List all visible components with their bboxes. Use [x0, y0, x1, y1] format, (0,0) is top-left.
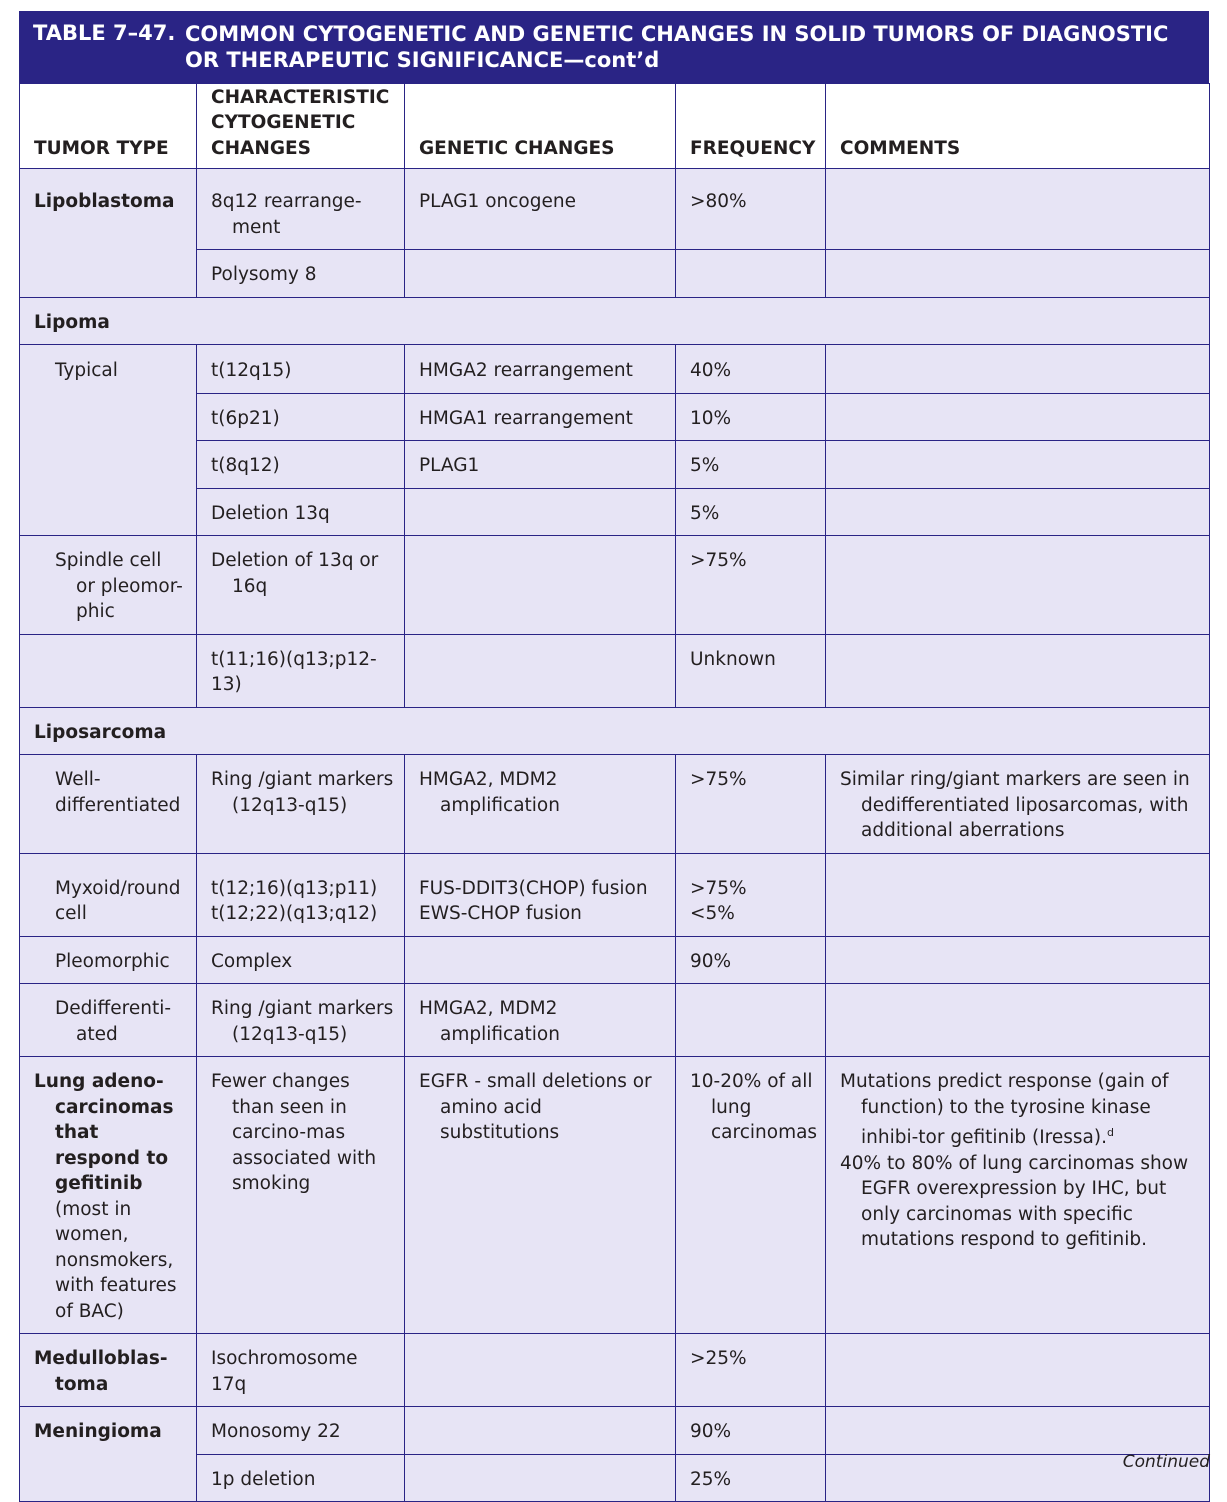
section-heading-lipoma: Lipoma: [20, 297, 1210, 345]
comment-cell: [826, 169, 1210, 250]
frequency-cell: [676, 1057, 826, 1334]
frequency-cell: >75%: [676, 755, 826, 854]
cyto-cell: Deletion 13q: [197, 488, 405, 536]
genetic-text: HMGA2, MDM2 amplification: [419, 769, 560, 816]
table-row: [20, 1334, 1210, 1407]
section-row: [20, 297, 1210, 345]
cyto-cell: t(8q12): [197, 441, 405, 489]
frequency-cell: 25%: [676, 1454, 826, 1502]
comment-text-1: Mutations predict response (gain of function) to the tyrosine kinase inhibi-tor gefitinib (Iressa).: [840, 1071, 1169, 1149]
subtype-cell: Typical: [20, 345, 197, 536]
cyto-cell: t(12q15): [197, 345, 405, 394]
frequency-cell: [676, 984, 826, 1057]
comment-cell: [826, 441, 1210, 489]
cyto-cell: [197, 755, 405, 854]
frequency-cell: 90%: [676, 1407, 826, 1455]
genetic-text: EWS-CHOP fusion: [419, 903, 582, 924]
comment-cell: [826, 936, 1210, 984]
header-genetic-changes: GENETIC CHANGES: [405, 84, 676, 169]
continued-note: Continued: [1122, 1452, 1210, 1472]
frequency-cell: 90%: [676, 936, 826, 984]
subtype-cell: Myxoid/round cell: [20, 853, 197, 936]
table-row: [20, 345, 1210, 394]
genetic-changes-table: [19, 83, 1210, 1502]
frequency-text: 10-20% of all lung carcinomas: [690, 1071, 818, 1143]
cyto-cell: Polysomy 8: [197, 250, 405, 298]
genetic-cell: [405, 488, 676, 536]
table-row: [20, 1407, 1210, 1455]
comment-cell: [826, 345, 1210, 394]
genetic-cell: [405, 755, 676, 854]
cyto-cell: 1p deletion: [197, 1454, 405, 1502]
cyto-cell: [197, 853, 405, 936]
tumor-type-cell: Meningioma: [20, 1407, 197, 1502]
frequency-cell: 5%: [676, 441, 826, 489]
tumor-type-cell: Lipoblastoma: [20, 169, 197, 298]
section-heading-liposarcoma: Liposarcoma: [20, 707, 1210, 755]
frequency-cell: >75%: [676, 536, 826, 635]
comment-cell: [826, 1334, 1210, 1407]
header-cyto-line-1: CHARACTERISTIC: [211, 86, 390, 108]
frequency-cell: 40%: [676, 345, 826, 394]
table-title-line-1: COMMON CYTOGENETIC AND GENETIC CHANGES IN SOLID TUMORS OF DIAGNOSTIC: [185, 22, 1169, 46]
genetic-cell: [405, 853, 676, 936]
genetic-cell: HMGA1 rearrangement: [405, 393, 676, 441]
frequency-text: >75%: [690, 877, 747, 899]
frequency-text: <5%: [690, 903, 735, 924]
cyto-cell: [197, 169, 405, 250]
table-title-line-2: OR THERAPEUTIC SIGNIFICANCE—cont’d: [185, 48, 660, 72]
genetic-cell: PLAG1 oncogene: [405, 169, 676, 250]
comment-cell: [826, 984, 1210, 1057]
genetic-text: HMGA2, MDM2 amplification: [419, 998, 560, 1045]
genetic-text: EGFR - small deletions or amino acid substitutions: [419, 1071, 652, 1143]
table-row: [20, 536, 1210, 635]
frequency-cell: [676, 853, 826, 936]
subtype-cell: Pleomorphic: [20, 936, 197, 984]
comment-cell: [826, 853, 1210, 936]
cyto-cell: t(11;16)(q13;p12-13): [197, 634, 405, 707]
header-comments: COMMENTS: [826, 84, 1210, 169]
cyto-cell: Complex: [197, 936, 405, 984]
comment-cell: [826, 536, 1210, 635]
comment-cell: [826, 755, 1210, 854]
tumor-type-text: [34, 1069, 186, 1324]
subtype-text: Dedifferenti-ated: [55, 998, 172, 1045]
subtype-cell: Well-differentiated: [20, 755, 197, 854]
comment-cell: [826, 634, 1210, 707]
table-row: [20, 755, 1210, 854]
cyto-text: t(12;16)(q13;p11): [211, 877, 378, 899]
genetic-cell: [405, 1057, 676, 1334]
genetic-cell: PLAG1: [405, 441, 676, 489]
genetic-cell: [405, 634, 676, 707]
cyto-text: t(12;22)(q13;q12): [211, 903, 378, 924]
footnote-marker: d: [1106, 1126, 1114, 1139]
table-row: [20, 393, 1210, 441]
comment-text: [840, 1069, 1199, 1151]
subtype-cell: [20, 536, 197, 635]
header-cytogenetic-changes: [197, 84, 405, 169]
table-row: [20, 853, 1210, 936]
genetic-cell: [405, 536, 676, 635]
comment-cell: [826, 1407, 1210, 1455]
table-row: [20, 441, 1210, 489]
table-row: [20, 488, 1210, 536]
table-row: [20, 936, 1210, 984]
frequency-cell: 5%: [676, 488, 826, 536]
table-row: [20, 634, 1210, 707]
header-row: [20, 84, 1210, 169]
subtype-text: Spindle cell or pleomor-phic: [55, 550, 183, 622]
table-row: [20, 250, 1210, 298]
genetic-cell: [405, 250, 676, 298]
header-tumor-type: TUMOR TYPE: [20, 84, 197, 169]
cyto-text: Fewer changes than seen in carcino-mas associated with smoking: [211, 1071, 377, 1194]
comment-cell: [826, 1057, 1210, 1334]
table-row: [20, 1057, 1210, 1334]
subtype-cell: [20, 984, 197, 1057]
frequency-cell: >80%: [676, 169, 826, 250]
comment-text-2: 40% to 80% of lung carcinomas show EGFR overexpression by IHC, but only carcinomas with specific mutations respond to gefitinib.: [840, 1152, 1189, 1251]
genetic-cell: [405, 1454, 676, 1502]
tumor-type-text: Medulloblas-toma: [34, 1348, 168, 1395]
table-row: [20, 984, 1210, 1057]
genetic-cell: [405, 984, 676, 1057]
table-title: [185, 21, 1168, 73]
frequency-cell: 10%: [676, 393, 826, 441]
genetic-text: FUS-DDIT3(CHOP) fusion: [419, 877, 648, 899]
table-row: [20, 169, 1210, 250]
frequency-cell: [676, 250, 826, 298]
cyto-cell: [197, 984, 405, 1057]
table-number: TABLE 7–47.: [33, 21, 176, 45]
tumor-type-bold: Lung adeno-carcinomas that respond to gefitinib: [34, 1071, 174, 1194]
cyto-cell: Isochromosome 17q: [197, 1334, 405, 1407]
cyto-cell: Monosomy 22: [197, 1407, 405, 1455]
header-cyto-line-2: CYTOGENETIC: [211, 112, 356, 133]
cyto-cell: t(6p21): [197, 393, 405, 441]
tumor-type-cell: [20, 1334, 197, 1407]
comment-cell: [826, 250, 1210, 298]
subtype-cell: [20, 634, 197, 707]
frequency-cell: Unknown: [676, 634, 826, 707]
cyto-text: Ring /giant markers (12q13-q15): [211, 998, 394, 1045]
section-row: [20, 707, 1210, 755]
cyto-text: Deletion of 13q or 16q: [211, 550, 379, 597]
comment-cell: [826, 488, 1210, 536]
table-row: [20, 1454, 1210, 1502]
frequency-cell: >25%: [676, 1334, 826, 1407]
genetic-cell: [405, 936, 676, 984]
genetic-cell: [405, 1407, 676, 1455]
genetic-cell: [405, 1334, 676, 1407]
header-cyto-line-3: CHANGES: [211, 137, 312, 159]
comment-cell: [826, 393, 1210, 441]
header-frequency: FREQUENCY: [676, 84, 826, 169]
genetic-cell: HMGA2 rearrangement: [405, 345, 676, 394]
cyto-text: Ring /giant markers (12q13-q15): [211, 769, 394, 816]
table-title-bar: [19, 11, 1209, 83]
cyto-cell: [197, 536, 405, 635]
comment-text: Similar ring/giant markers are seen in dedifferentiated liposarcomas, with additional aberrations: [840, 769, 1190, 841]
cyto-cell: [197, 1057, 405, 1334]
tumor-type-cell: [20, 1057, 197, 1334]
cyto-text: 8q12 rearrange-ment: [211, 191, 362, 238]
tumor-type-note: (most in women, nonsmokers, with features of BAC): [55, 1198, 177, 1322]
